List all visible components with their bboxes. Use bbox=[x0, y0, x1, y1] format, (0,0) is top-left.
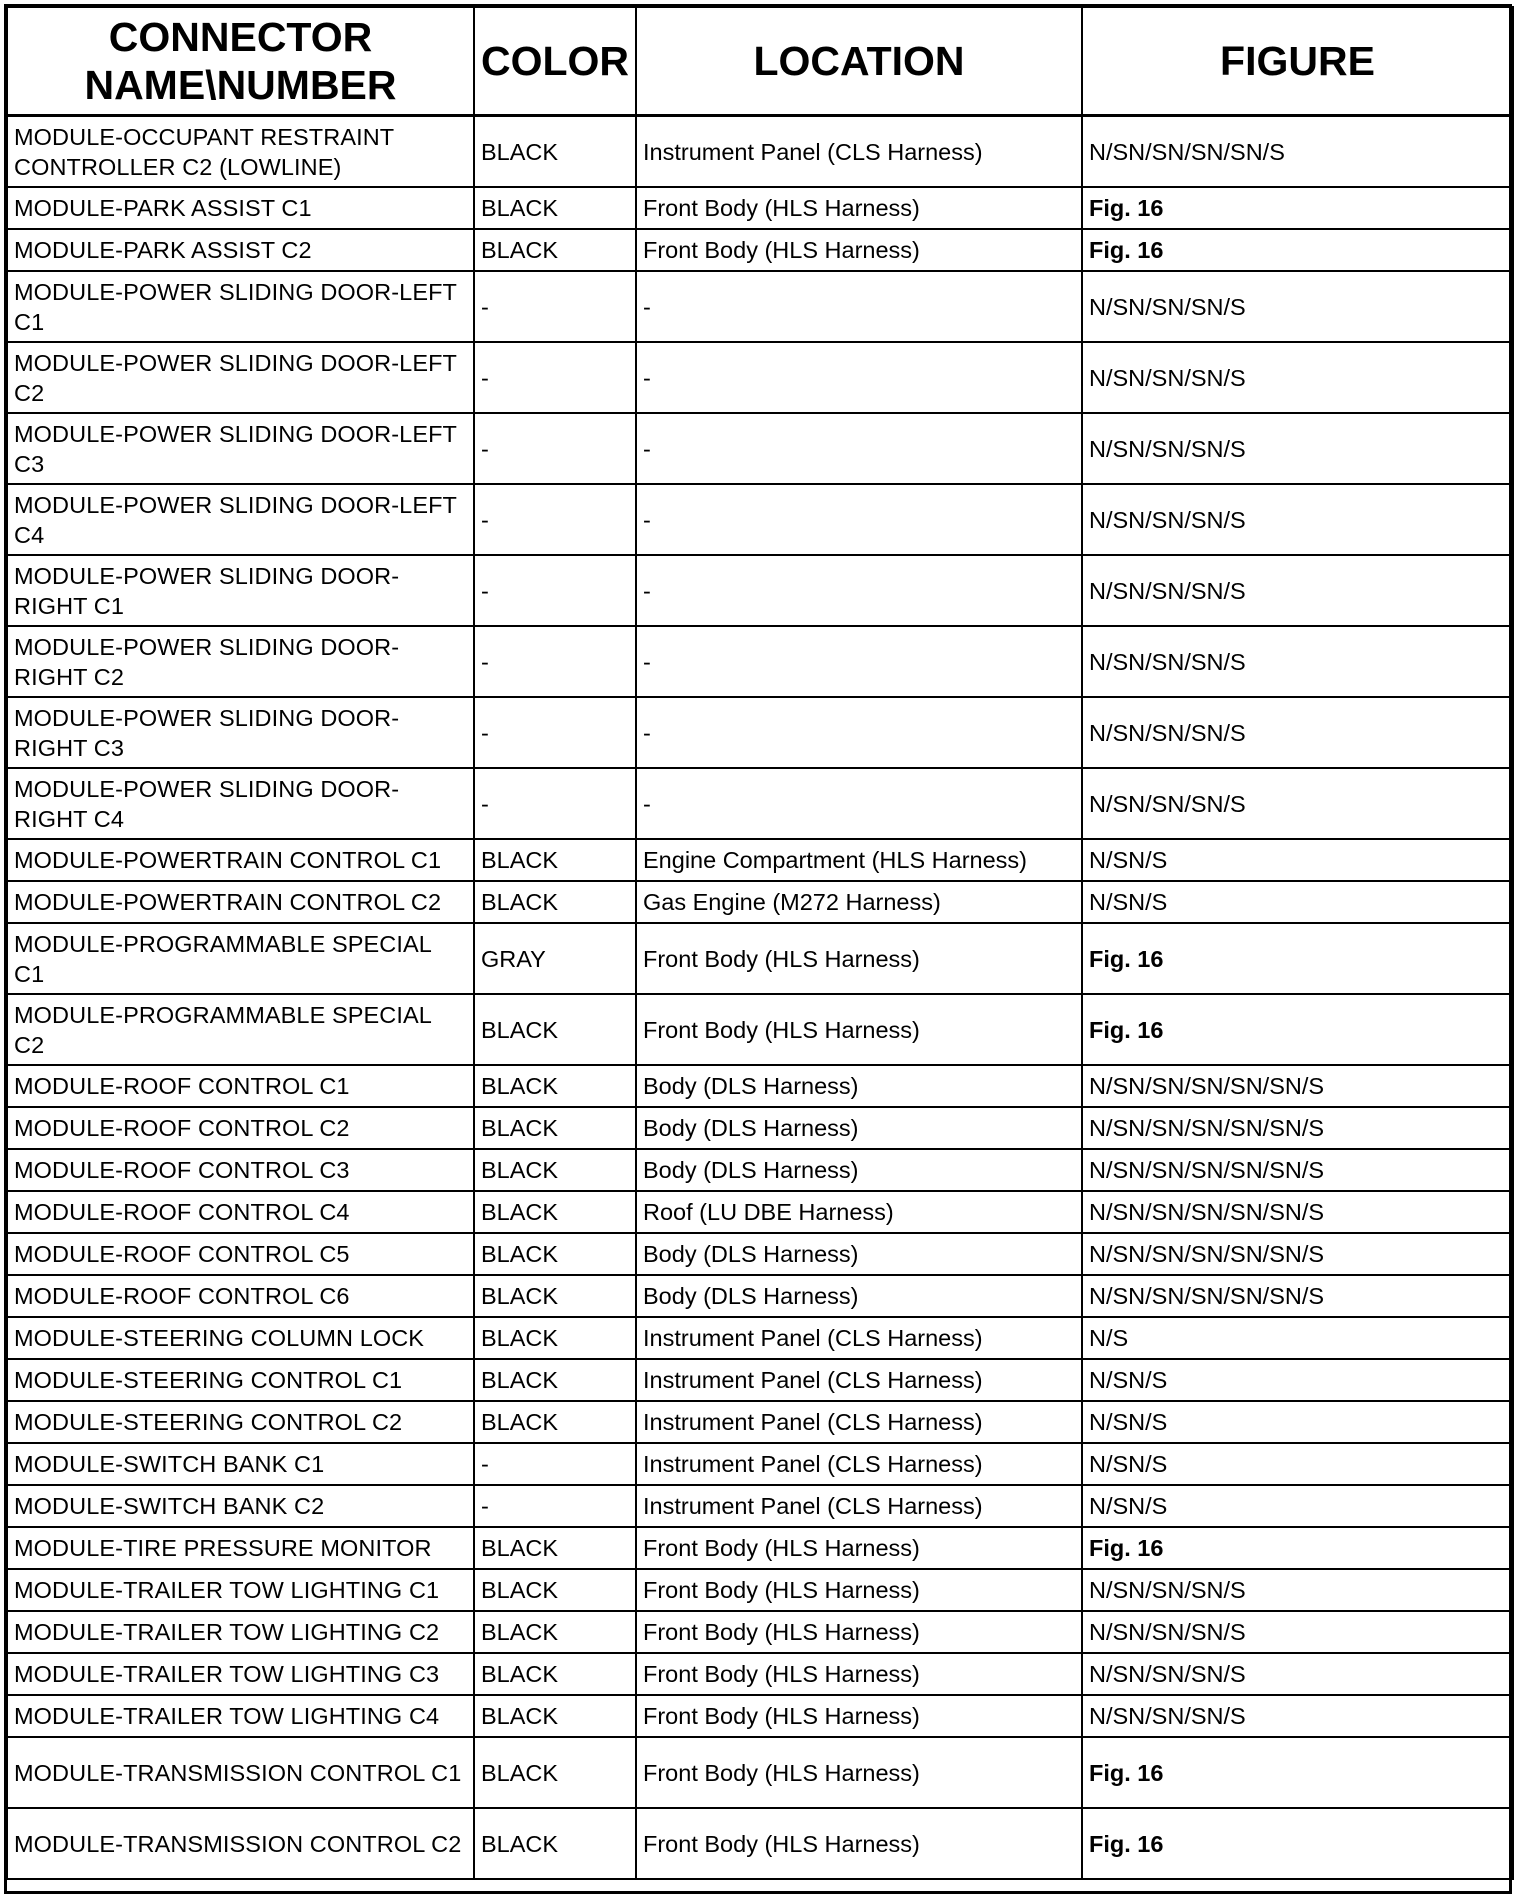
table-row bbox=[7, 1485, 1513, 1527]
table-row bbox=[7, 1359, 1513, 1401]
location-cell: Gas Engine (M272 Harness) bbox=[636, 881, 1082, 923]
figure-link[interactable]: Fig. 16 bbox=[1082, 994, 1513, 1065]
location-cell: - bbox=[636, 555, 1082, 626]
location-cell: - bbox=[636, 342, 1082, 413]
color-cell: BLACK bbox=[474, 1065, 636, 1107]
location-cell: Instrument Panel (CLS Harness) bbox=[636, 116, 1082, 188]
table-row bbox=[7, 1443, 1513, 1485]
color-cell: BLACK bbox=[474, 1233, 636, 1275]
table-row bbox=[7, 697, 1513, 768]
connector-name-cell: MODULE-SWITCH BANK C2 bbox=[7, 1485, 474, 1527]
connector-name-cell: MODULE-POWER SLIDING DOOR-RIGHT C1 bbox=[7, 555, 474, 626]
figure-cell: N/SN/SN/SN/S bbox=[1082, 342, 1513, 413]
location-cell: - bbox=[636, 626, 1082, 697]
connector-name-cell: MODULE-OCCUPANT RESTRAINT CONTROLLER C2 (LOWLINE) bbox=[7, 116, 474, 188]
connector-name-cell: MODULE-PROGRAMMABLE SPECIAL C2 bbox=[7, 994, 474, 1065]
figure-cell: N/SN/SN/SN/S bbox=[1082, 1569, 1513, 1611]
figure-cell: N/SN/S bbox=[1082, 1359, 1513, 1401]
color-cell: - bbox=[474, 1485, 636, 1527]
figure-cell: N/SN/S bbox=[1082, 1401, 1513, 1443]
location-cell: Front Body (HLS Harness) bbox=[636, 923, 1082, 994]
figure-cell: N/SN/SN/SN/SN/SN/S bbox=[1082, 1149, 1513, 1191]
figure-link[interactable]: Fig. 16 bbox=[1082, 1808, 1513, 1879]
figure-link[interactable]: Fig. 16 bbox=[1082, 1737, 1513, 1808]
figure-cell: N/SN/S bbox=[1082, 1485, 1513, 1527]
connector-name-cell: MODULE-ROOF CONTROL C3 bbox=[7, 1149, 474, 1191]
location-cell: Front Body (HLS Harness) bbox=[636, 1737, 1082, 1808]
figure-link[interactable]: Fig. 16 bbox=[1082, 187, 1513, 229]
table-row bbox=[7, 555, 1513, 626]
connector-name-cell: MODULE-STEERING COLUMN LOCK bbox=[7, 1317, 474, 1359]
connector-name-cell: MODULE-TRANSMISSION CONTROL C2 bbox=[7, 1808, 474, 1879]
color-cell: BLACK bbox=[474, 839, 636, 881]
figure-cell: N/SN/SN/SN/S bbox=[1082, 413, 1513, 484]
table-row bbox=[7, 1527, 1513, 1569]
location-cell: Body (DLS Harness) bbox=[636, 1233, 1082, 1275]
table-row bbox=[7, 187, 1513, 229]
connector-name-cell: MODULE-TRAILER TOW LIGHTING C2 bbox=[7, 1611, 474, 1653]
location-cell: Front Body (HLS Harness) bbox=[636, 1527, 1082, 1569]
figure-cell: N/SN/SN/SN/SN/SN/S bbox=[1082, 1233, 1513, 1275]
connector-name-cell: MODULE-TRAILER TOW LIGHTING C4 bbox=[7, 1695, 474, 1737]
table-row bbox=[7, 1107, 1513, 1149]
color-cell: - bbox=[474, 271, 636, 342]
table-row bbox=[7, 923, 1513, 994]
table-row bbox=[7, 1695, 1513, 1737]
color-cell: BLACK bbox=[474, 187, 636, 229]
color-cell: - bbox=[474, 484, 636, 555]
location-cell: Front Body (HLS Harness) bbox=[636, 187, 1082, 229]
connector-table bbox=[6, 6, 1514, 1880]
table-row bbox=[7, 342, 1513, 413]
location-cell: Instrument Panel (CLS Harness) bbox=[636, 1443, 1082, 1485]
figure-cell: N/SN/SN/SN/S bbox=[1082, 626, 1513, 697]
location-cell: Roof (LU DBE Harness) bbox=[636, 1191, 1082, 1233]
table-row bbox=[7, 1233, 1513, 1275]
table-row bbox=[7, 413, 1513, 484]
color-cell: BLACK bbox=[474, 1653, 636, 1695]
header-connector-name: CONNECTOR NAME\NUMBER bbox=[7, 7, 474, 116]
header-figure: FIGURE bbox=[1082, 7, 1513, 116]
table-row bbox=[7, 1737, 1513, 1808]
location-cell: - bbox=[636, 697, 1082, 768]
color-cell: BLACK bbox=[474, 1191, 636, 1233]
color-cell: BLACK bbox=[474, 1695, 636, 1737]
location-cell: Body (DLS Harness) bbox=[636, 1149, 1082, 1191]
connector-name-cell: MODULE-STEERING CONTROL C1 bbox=[7, 1359, 474, 1401]
color-cell: BLACK bbox=[474, 994, 636, 1065]
table-row bbox=[7, 768, 1513, 839]
color-cell: BLACK bbox=[474, 1808, 636, 1879]
color-cell: BLACK bbox=[474, 1149, 636, 1191]
table-row bbox=[7, 484, 1513, 555]
table-row bbox=[7, 1149, 1513, 1191]
color-cell: BLACK bbox=[474, 1611, 636, 1653]
color-cell: BLACK bbox=[474, 1275, 636, 1317]
location-cell: Front Body (HLS Harness) bbox=[636, 1653, 1082, 1695]
connector-name-cell: MODULE-ROOF CONTROL C4 bbox=[7, 1191, 474, 1233]
figure-cell: N/SN/SN/SN/SN/SN/S bbox=[1082, 1107, 1513, 1149]
location-cell: Instrument Panel (CLS Harness) bbox=[636, 1359, 1082, 1401]
figure-cell: N/SN/S bbox=[1082, 1443, 1513, 1485]
figure-cell: N/SN/SN/SN/SN/SN/S bbox=[1082, 1191, 1513, 1233]
connector-name-cell: MODULE-SWITCH BANK C1 bbox=[7, 1443, 474, 1485]
figure-link[interactable]: Fig. 16 bbox=[1082, 229, 1513, 271]
color-cell: GRAY bbox=[474, 923, 636, 994]
connector-name-cell: MODULE-POWER SLIDING DOOR-LEFT C4 bbox=[7, 484, 474, 555]
connector-name-cell: MODULE-PARK ASSIST C1 bbox=[7, 187, 474, 229]
figure-cell: N/SN/SN/SN/S bbox=[1082, 1611, 1513, 1653]
figure-cell: N/SN/S bbox=[1082, 881, 1513, 923]
table-row bbox=[7, 1191, 1513, 1233]
figure-cell: N/S bbox=[1082, 1317, 1513, 1359]
table-row bbox=[7, 1317, 1513, 1359]
color-cell: BLACK bbox=[474, 1401, 636, 1443]
table-row bbox=[7, 1065, 1513, 1107]
location-cell: Body (DLS Harness) bbox=[636, 1107, 1082, 1149]
table-row bbox=[7, 994, 1513, 1065]
table-row bbox=[7, 1569, 1513, 1611]
header-color: COLOR bbox=[474, 7, 636, 116]
color-cell: BLACK bbox=[474, 1527, 636, 1569]
connector-name-cell: MODULE-POWER SLIDING DOOR-RIGHT C3 bbox=[7, 697, 474, 768]
figure-cell: N/SN/S bbox=[1082, 839, 1513, 881]
color-cell: - bbox=[474, 697, 636, 768]
figure-cell: N/SN/SN/SN/SN/SN/S bbox=[1082, 1275, 1513, 1317]
connector-name-cell: MODULE-ROOF CONTROL C5 bbox=[7, 1233, 474, 1275]
header-location: LOCATION bbox=[636, 7, 1082, 116]
location-cell: Front Body (HLS Harness) bbox=[636, 1569, 1082, 1611]
color-cell: BLACK bbox=[474, 1737, 636, 1808]
connector-name-cell: MODULE-POWER SLIDING DOOR-LEFT C3 bbox=[7, 413, 474, 484]
table-row bbox=[7, 1275, 1513, 1317]
connector-name-cell: MODULE-POWER SLIDING DOOR-RIGHT C2 bbox=[7, 626, 474, 697]
table-row bbox=[7, 881, 1513, 923]
color-cell: - bbox=[474, 1443, 636, 1485]
connector-name-cell: MODULE-POWER SLIDING DOOR-RIGHT C4 bbox=[7, 768, 474, 839]
figure-cell: N/SN/SN/SN/S bbox=[1082, 271, 1513, 342]
location-cell: Instrument Panel (CLS Harness) bbox=[636, 1317, 1082, 1359]
table-row bbox=[7, 1808, 1513, 1879]
location-cell: Front Body (HLS Harness) bbox=[636, 994, 1082, 1065]
connector-name-cell: MODULE-TIRE PRESSURE MONITOR bbox=[7, 1527, 474, 1569]
color-cell: BLACK bbox=[474, 229, 636, 271]
table-row bbox=[7, 1611, 1513, 1653]
color-cell: - bbox=[474, 342, 636, 413]
connector-name-cell: MODULE-ROOF CONTROL C6 bbox=[7, 1275, 474, 1317]
figure-cell: N/SN/SN/SN/SN/SN/S bbox=[1082, 1065, 1513, 1107]
connector-name-cell: MODULE-ROOF CONTROL C2 bbox=[7, 1107, 474, 1149]
color-cell: BLACK bbox=[474, 1107, 636, 1149]
figure-cell: N/SN/SN/SN/S bbox=[1082, 484, 1513, 555]
header-row bbox=[7, 7, 1513, 116]
color-cell: BLACK bbox=[474, 1317, 636, 1359]
location-cell: Instrument Panel (CLS Harness) bbox=[636, 1401, 1082, 1443]
location-cell: - bbox=[636, 768, 1082, 839]
connector-name-cell: MODULE-ROOF CONTROL C1 bbox=[7, 1065, 474, 1107]
location-cell: - bbox=[636, 484, 1082, 555]
table-row bbox=[7, 116, 1513, 188]
connector-name-cell: MODULE-PROGRAMMABLE SPECIAL C1 bbox=[7, 923, 474, 994]
table-row bbox=[7, 839, 1513, 881]
connector-name-cell: MODULE-PARK ASSIST C2 bbox=[7, 229, 474, 271]
table-row bbox=[7, 1401, 1513, 1443]
figure-cell: N/SN/SN/SN/S bbox=[1082, 1695, 1513, 1737]
location-cell: Body (DLS Harness) bbox=[636, 1065, 1082, 1107]
location-cell: - bbox=[636, 271, 1082, 342]
location-cell: Front Body (HLS Harness) bbox=[636, 229, 1082, 271]
figure-cell: N/SN/SN/SN/SN/S bbox=[1082, 116, 1513, 188]
connector-name-cell: MODULE-TRAILER TOW LIGHTING C3 bbox=[7, 1653, 474, 1695]
connector-name-cell: MODULE-STEERING CONTROL C2 bbox=[7, 1401, 474, 1443]
location-cell: Instrument Panel (CLS Harness) bbox=[636, 1485, 1082, 1527]
location-cell: Front Body (HLS Harness) bbox=[636, 1808, 1082, 1879]
table-row bbox=[7, 229, 1513, 271]
color-cell: - bbox=[474, 626, 636, 697]
color-cell: BLACK bbox=[474, 1569, 636, 1611]
table-row bbox=[7, 626, 1513, 697]
connector-name-cell: MODULE-TRANSMISSION CONTROL C1 bbox=[7, 1737, 474, 1808]
location-cell: Front Body (HLS Harness) bbox=[636, 1611, 1082, 1653]
color-cell: BLACK bbox=[474, 881, 636, 923]
figure-link[interactable]: Fig. 16 bbox=[1082, 923, 1513, 994]
connector-name-cell: MODULE-TRAILER TOW LIGHTING C1 bbox=[7, 1569, 474, 1611]
location-cell: Body (DLS Harness) bbox=[636, 1275, 1082, 1317]
figure-cell: N/SN/SN/SN/S bbox=[1082, 697, 1513, 768]
figure-cell: N/SN/SN/SN/S bbox=[1082, 768, 1513, 839]
figure-cell: N/SN/SN/SN/S bbox=[1082, 1653, 1513, 1695]
location-cell: - bbox=[636, 413, 1082, 484]
color-cell: - bbox=[474, 555, 636, 626]
connector-name-cell: MODULE-POWER SLIDING DOOR-LEFT C1 bbox=[7, 271, 474, 342]
color-cell: BLACK bbox=[474, 1359, 636, 1401]
table-row bbox=[7, 1653, 1513, 1695]
connector-name-cell: MODULE-POWER SLIDING DOOR-LEFT C2 bbox=[7, 342, 474, 413]
figure-link[interactable]: Fig. 16 bbox=[1082, 1527, 1513, 1569]
color-cell: - bbox=[474, 413, 636, 484]
location-cell: Engine Compartment (HLS Harness) bbox=[636, 839, 1082, 881]
color-cell: BLACK bbox=[474, 116, 636, 188]
table-row bbox=[7, 271, 1513, 342]
connector-name-cell: MODULE-POWERTRAIN CONTROL C2 bbox=[7, 881, 474, 923]
figure-cell: N/SN/SN/SN/S bbox=[1082, 555, 1513, 626]
location-cell: Front Body (HLS Harness) bbox=[636, 1695, 1082, 1737]
connector-name-cell: MODULE-POWERTRAIN CONTROL C1 bbox=[7, 839, 474, 881]
color-cell: - bbox=[474, 768, 636, 839]
